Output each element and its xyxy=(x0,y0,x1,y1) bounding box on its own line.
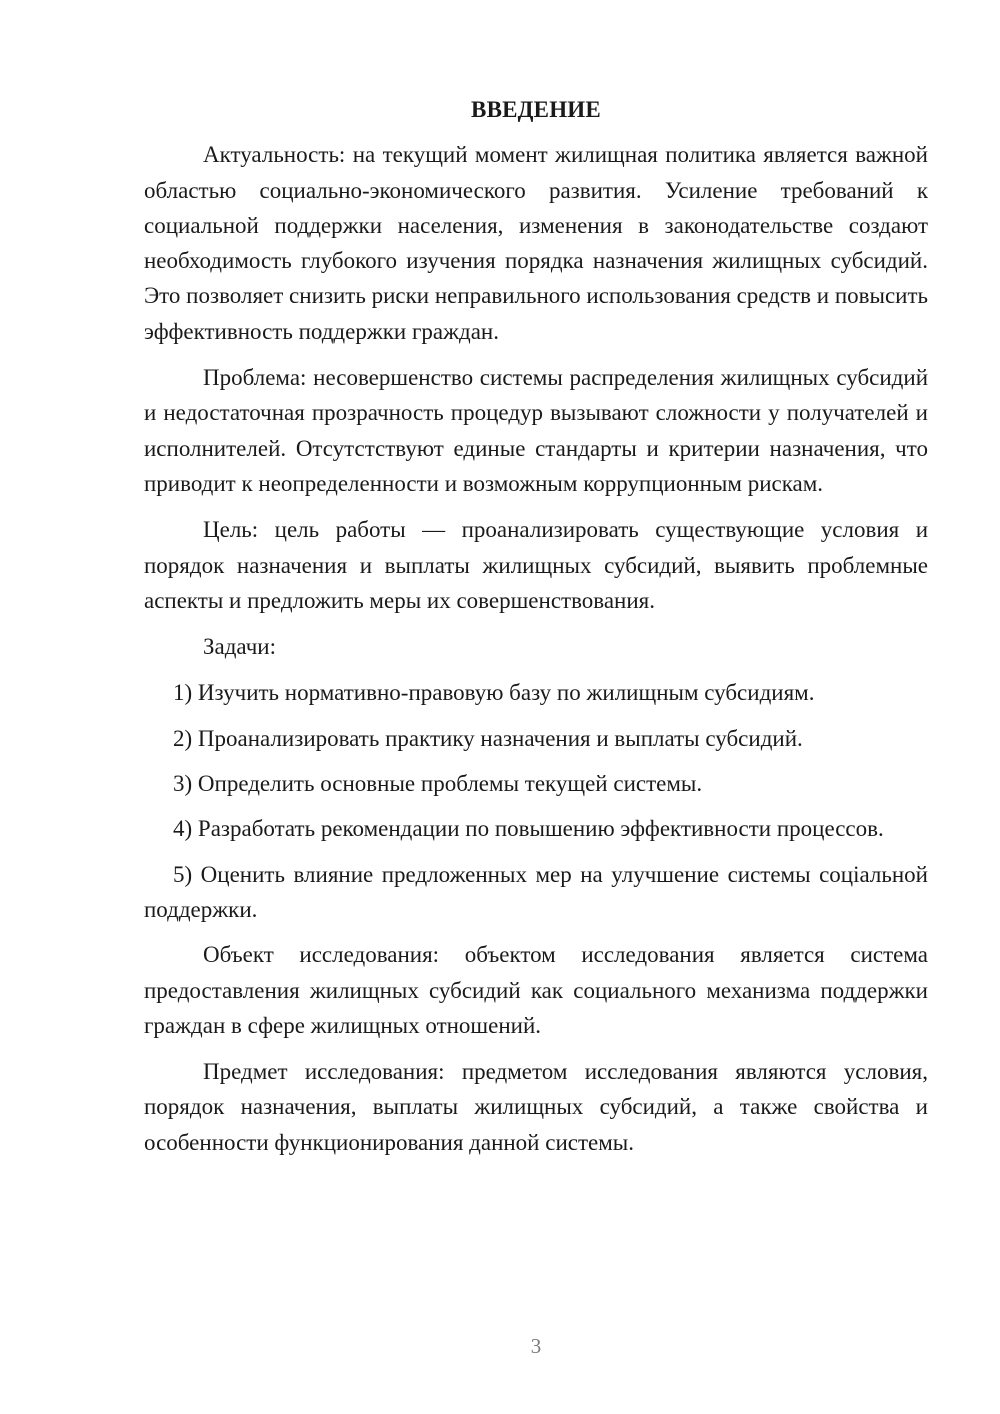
task-item-1: 1) Изучить нормативно-правовую базу по жилищным субсидиям. xyxy=(173,680,815,706)
paragraph-problem: Проблема: несовершенство системы распределения жилищных субсидий и недостаточная прозрачность процедур вызывают сложности у получателей и исполнителей. Отсутстствуют единые стандарты и критерии назначения, что приводит к неопределенности и возможным коррупционным рискам. xyxy=(144,365,928,496)
paragraph-relevance: Актуальность: на текущий момент жилищная политика является важной областью социально-экономического развития. Усиление требований к социальной поддержки населения, изменения в законодательстве создают необходимость глубокого изучения порядка назначения жилищных субсидий. Это позволяет снизить риски неправильного использования средств и повысить эффективность поддержки граждан. xyxy=(144,142,928,344)
task-item-2: 2) Проанализировать практику назначения и выплаты субсидий. xyxy=(173,725,803,751)
task-item-5: 5) Оценить влияние предложенных мер на улучшение системы соціальной поддержки. xyxy=(144,861,928,922)
page-number: 3 xyxy=(530,1334,542,1358)
tasks-heading: Задачи: xyxy=(203,634,276,660)
paragraph-goal: Цель: цель работы — проанализировать существующие условия и порядок назначения и выплаты жилищных субсидий, выявить проблемные аспекты и предложить меры их совершенствования. xyxy=(144,517,928,613)
paragraph-object: Объект исследования: объектом исследования является система предоставления жилищных субсидий как социального механизма поддержки граждан в сфере жилищных отношений. xyxy=(144,942,928,1038)
section-title: ВВЕДЕНИЕ xyxy=(471,97,601,122)
task-item-4: 4) Разработать рекомендации по повышению эффективности процессов. xyxy=(173,816,884,842)
task-item-3: 3) Определить основные проблемы текущей системы. xyxy=(173,771,703,797)
document-page xyxy=(144,92,928,1171)
paragraph-subject: Предмет исследования: предметом исследования являются условия, порядок назначения, выплаты жилищных субсидий, а также свойства и особенности функционирования данной системы. xyxy=(144,1059,928,1155)
